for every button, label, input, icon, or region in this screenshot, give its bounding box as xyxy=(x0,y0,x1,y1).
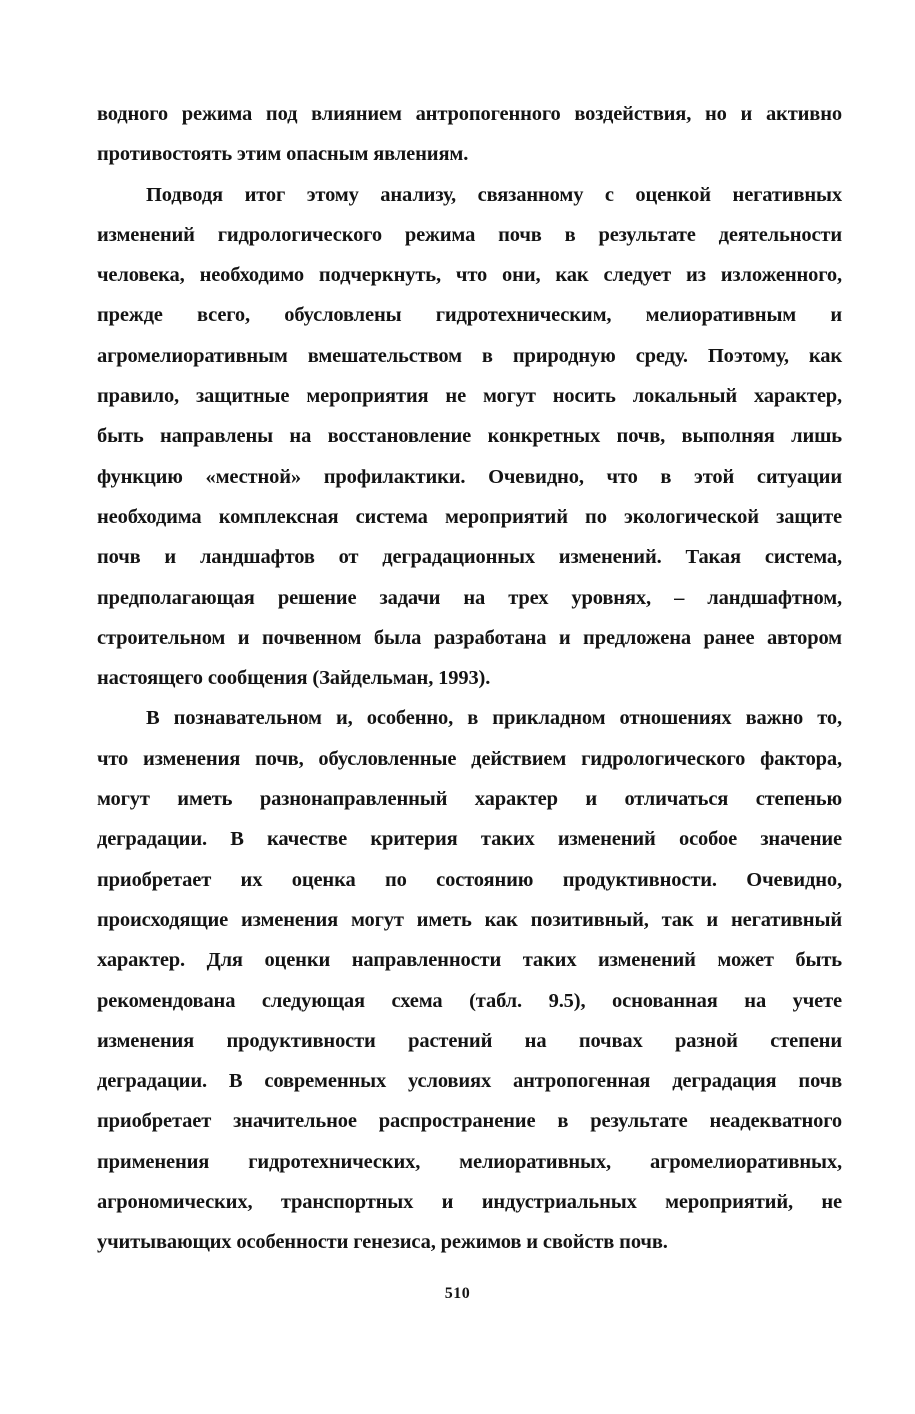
text-line: приобретает их оценка по состоянию продуктивности. Очевидно, xyxy=(97,868,842,891)
text-line: предполагающая решение задачи на трех уровнях, – ландшафтном, xyxy=(97,586,842,609)
text-line: агромелиоративным вмешательством в природную среду. Поэтому, как xyxy=(97,344,842,367)
text-line: деградации. В качестве критерия таких изменений особое значение xyxy=(97,828,842,851)
text-line: что изменения почв, обусловленные действием гидрологического фактора, xyxy=(97,747,842,770)
text-line: рекомендована следующая схема (табл. 9.5), основанная на учете xyxy=(97,989,842,1012)
text-line: человека, необходимо подчеркнуть, что они, как следует из изложенного, xyxy=(97,264,842,287)
body-text xyxy=(97,94,842,1263)
text-line: строительном и почвенном была разработана и предложена ранее автором xyxy=(97,626,842,649)
text-line: характер. Для оценки направленности таких изменений может быть xyxy=(97,949,842,972)
text-line: настоящего сообщения (Зайдельман, 1993). xyxy=(97,667,491,690)
text-line: приобретает значительное распространение в результате неадекватного xyxy=(97,1110,842,1133)
page-number: 510 xyxy=(444,1285,471,1302)
text-line: прежде всего, обусловлены гидротехническим, мелиоративным и xyxy=(97,304,842,327)
text-line: необходима комплексная система мероприятий по экологической защите xyxy=(97,505,842,528)
text-line: Подводя итог этому анализу, связанному с оценкой негативных xyxy=(146,183,842,206)
text-line: функцию «местной» профилактики. Очевидно, что в этой ситуации xyxy=(97,465,842,488)
text-line: применения гидротехнических, мелиоративных, агромелиоративных, xyxy=(97,1150,842,1173)
text-line: происходящие изменения могут иметь как позитивный, так и негативный xyxy=(97,908,842,931)
text-line: учитывающих особенности генезиса, режимов и свойств почв. xyxy=(97,1231,668,1254)
text-line: правило, защитные мероприятия не могут носить локальный характер, xyxy=(97,385,842,408)
text-line: быть направлены на восстановление конкретных почв, выполняя лишь xyxy=(97,425,842,448)
text-line: деградации. В современных условиях антропогенная деградация почв xyxy=(97,1070,842,1093)
text-line: агрономических, транспортных и индустриальных мероприятий, не xyxy=(97,1191,842,1214)
text-line: водного режима под влиянием антропогенного воздействия, но и активно xyxy=(97,103,842,125)
text-line: изменений гидрологического режима почв в результате деятельности xyxy=(97,223,842,246)
text-line: могут иметь разнонаправленный характер и отличаться степенью xyxy=(97,788,842,811)
text-line: В познавательном и, особенно, в прикладном отношениях важно то, xyxy=(146,707,842,730)
text-line: почв и ландшафтов от деградационных изменений. Такая система, xyxy=(97,546,842,569)
text-line: изменения продуктивности растений на почвах разной степени xyxy=(97,1029,842,1052)
text-line: противостоять этим опасным явлениям. xyxy=(97,143,469,166)
